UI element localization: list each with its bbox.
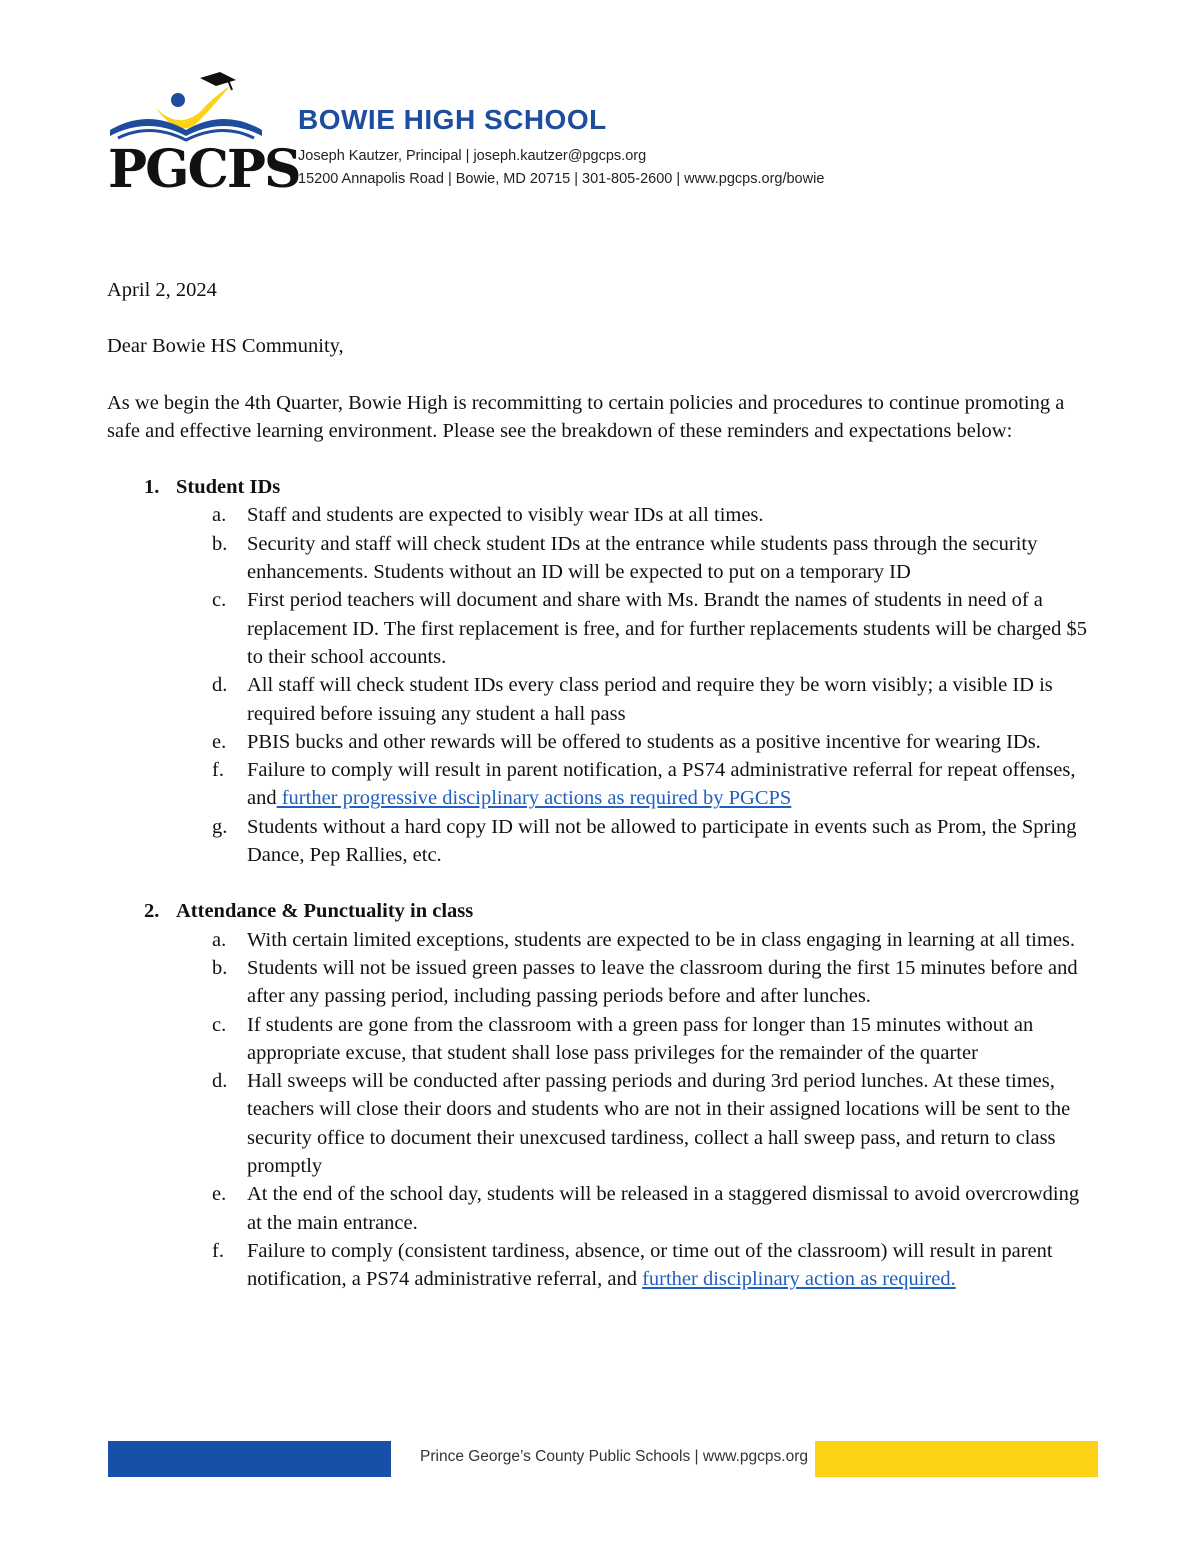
section-title: Student IDs (176, 476, 281, 499)
letter-body (107, 276, 1097, 1294)
letter-date: April 2, 2024 (107, 279, 217, 301)
pgcps-discipline-link[interactable]: further progressive disciplinary actions as required by PGCPS (276, 787, 792, 810)
item-letter: a. (212, 928, 227, 951)
list-item (176, 1180, 1097, 1237)
section-attendance (107, 897, 1097, 1293)
section-student-ids (107, 473, 1097, 869)
footer-text: Prince George’s County Public Schools | www.pgcps.org (420, 1448, 808, 1465)
item-letter: a. (212, 504, 227, 527)
item-letter: f. (212, 1239, 224, 1262)
item-text: At the end of the school day, students will be released in a staggered dismissal to avoid overcrowding at the main entrance. (247, 1183, 1080, 1234)
list-item (176, 1067, 1097, 1180)
item-text: Students without a hard copy ID will not be allowed to participate in events such as Prom, the Spring Dance, Pep Rallies, etc. (247, 815, 1077, 867)
principal-contact: Joseph Kautzer, Principal | joseph.kautzer@pgcps.org (298, 148, 647, 164)
section-number: 1. (144, 476, 160, 499)
pgcps-wordmark: PGCPS (108, 139, 300, 200)
list-item (176, 501, 1097, 529)
letter-intro: As we begin the 4th Quarter, Bowie High is recommitting to certain policies and procedures to continue promoting a safe and effective learning environment. Please see the breakdown of these reminders and expectations below: (107, 391, 1065, 442)
item-text: Students will not be issued green passes to leave the classroom during the first 15 minutes before and after any passing period, including passing periods before and after lunches. (247, 956, 1078, 1008)
item-letter: d. (212, 674, 228, 697)
letterhead (108, 68, 825, 200)
item-letter: c. (212, 589, 227, 612)
item-text: If students are gone from the classroom with a green pass for longer than 15 minutes without an appropriate excuse, that student shall lose pass privileges for the remainder of the quarter (247, 1013, 1034, 1064)
page-footer (108, 1441, 1098, 1477)
letter-greeting: Dear Bowie HS Community, (107, 335, 344, 358)
list-item (176, 926, 1097, 954)
list-item (176, 813, 1097, 870)
item-letter: d. (212, 1070, 228, 1093)
pgcps-logo-icon (108, 68, 268, 148)
footer-yellow-bar (815, 1441, 1098, 1477)
section-items (176, 926, 1097, 1294)
list-item (176, 756, 1097, 813)
list-item (176, 586, 1097, 671)
item-letter: b. (212, 956, 228, 979)
item-letter: g. (212, 815, 228, 838)
item-text: All staff will check student IDs every class period and require they be worn visibly; a visible ID is required before issuing any student a hall pass (247, 674, 1053, 725)
list-item (176, 1011, 1097, 1068)
item-text: Security and staff will check student IDs at the entrance while students pass through the security enhancements. Students without an ID will be expected to put on a temporary ID (247, 532, 1038, 584)
item-text: Staff and students are expected to visibly wear IDs at all times. (247, 504, 764, 527)
disciplinary-action-link[interactable]: further disciplinary action as required. (642, 1268, 956, 1291)
item-letter: c. (212, 1013, 227, 1036)
item-text: Failure to comply will result in parent notification, a PS74 administrative referral for repeat offenses, and (247, 759, 1076, 810)
item-text: With certain limited exceptions, students are expected to be in class engaging in learning at all times. (247, 928, 1076, 951)
item-letter: e. (212, 1183, 227, 1206)
section-title: Attendance & Punctuality in class (176, 900, 474, 923)
item-letter: e. (212, 730, 227, 753)
list-item (176, 728, 1097, 756)
item-letter: f. (212, 759, 224, 782)
list-item (176, 954, 1097, 1011)
list-item (176, 671, 1097, 728)
list-item (176, 1237, 1097, 1294)
item-text: First period teachers will document and share with Ms. Brandt the names of students in need of a replacement ID. The first replacement is free, and for further replacements students will be charged $5 to their school accounts. (247, 589, 1087, 668)
school-name: BOWIE HIGH SCHOOL (298, 104, 607, 135)
item-text: PBIS bucks and other rewards will be offered to students as a positive incentive for wearing IDs. (247, 730, 1041, 753)
school-address: 15200 Annapolis Road | Bowie, MD 20715 | 301-805-2600 | www.pgcps.org/bowie (298, 171, 825, 187)
item-text: Hall sweeps will be conducted after passing periods and during 3rd period lunches. At these times, teachers will close their doors and students who are not in their assigned locations will be sent to the security office to document their unexcused tardiness, collect a hall sweep pass, and return to class promptly (247, 1070, 1071, 1178)
list-item (176, 530, 1097, 587)
section-number: 2. (144, 900, 160, 923)
policy-sections (107, 473, 1097, 1293)
footer-blue-bar (108, 1441, 391, 1477)
item-text: Failure to comply (consistent tardiness, absence, or time out of the classroom) will result in parent notification, a PS74 administrative referral, and (247, 1239, 1053, 1291)
item-letter: b. (212, 532, 228, 555)
section-items (176, 501, 1097, 869)
